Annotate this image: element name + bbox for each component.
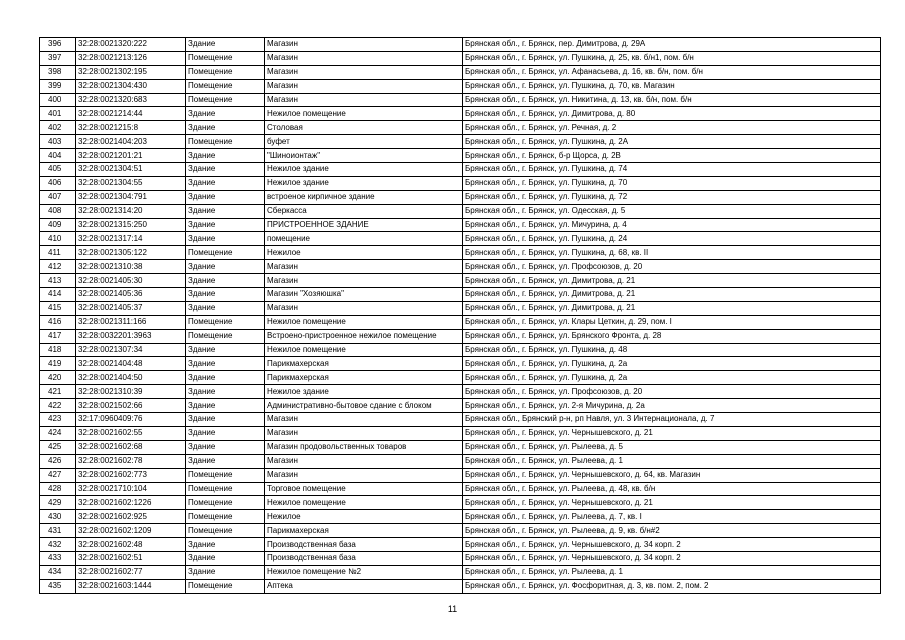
address-cell: Брянская обл., г. Брянск, ул. Фосфоритная, д. 3, кв. пом. 2, пом. 2	[463, 579, 881, 593]
row-number-cell: 419	[40, 357, 76, 371]
cadastral-number-cell: 32:28:0021317:14	[76, 232, 186, 246]
object-name-cell: Магазин	[265, 426, 463, 440]
row-number-cell: 407	[40, 190, 76, 204]
object-name-cell: помещение	[265, 232, 463, 246]
cadastral-number-cell: 32:28:0021310:39	[76, 385, 186, 399]
cadastral-number-cell: 32:28:0021305:122	[76, 246, 186, 260]
address-cell: Брянская обл., г. Брянск, ул. Рылеева, д. 9, кв. б/н#2	[463, 524, 881, 538]
cadastral-number-cell: 32:28:0021404:48	[76, 357, 186, 371]
address-cell: Брянская обл., г. Брянск, ул. Пушкина, д. 2А	[463, 135, 881, 149]
object-type-cell: Помещение	[186, 135, 265, 149]
object-name-cell: "Шиноионтаж"	[265, 149, 463, 163]
object-name-cell: Нежилое здание	[265, 385, 463, 399]
address-cell: Брянская обл., г. Брянск, ул. Пушкина, д. 72	[463, 190, 881, 204]
object-type-cell: Здание	[186, 413, 265, 427]
object-name-cell: Производственная база	[265, 538, 463, 552]
object-type-cell: Помещение	[186, 510, 265, 524]
object-name-cell: Встроено-пристроенное нежилое помещение	[265, 329, 463, 343]
address-cell: Брянская обл., г. Брянск, ул. Пушкина, д. 70	[463, 176, 881, 190]
page-number: 11	[447, 604, 458, 614]
row-number-cell: 404	[40, 149, 76, 163]
cadastral-number-cell: 32:28:0021304:51	[76, 163, 186, 177]
object-type-cell: Здание	[186, 385, 265, 399]
table-row	[40, 274, 881, 288]
object-type-cell: Здание	[186, 176, 265, 190]
table-row	[40, 121, 881, 135]
address-cell: Брянская обл., г. Брянск, ул. Пушкина, д. 25, кв. б/н1, пом. б/н	[463, 51, 881, 65]
cadastral-number-cell: 32:28:0021602:68	[76, 440, 186, 454]
object-name-cell: буфет	[265, 135, 463, 149]
table-row	[40, 149, 881, 163]
object-type-cell: Здание	[186, 343, 265, 357]
address-cell: Брянская обл., г. Брянск, ул. 2-я Мичурина, д. 2а	[463, 399, 881, 413]
object-name-cell: Нежилое помещение	[265, 343, 463, 357]
object-type-cell: Здание	[186, 190, 265, 204]
object-type-cell: Помещение	[186, 524, 265, 538]
row-number-cell: 397	[40, 51, 76, 65]
object-name-cell: Магазин	[265, 454, 463, 468]
object-type-cell: Здание	[186, 149, 265, 163]
cadastral-number-cell: 32:28:0021404:203	[76, 135, 186, 149]
object-name-cell: Магазин	[265, 79, 463, 93]
cadastral-number-cell: 32:28:0021304:791	[76, 190, 186, 204]
address-cell: Брянская обл., г. Брянск, ул. Одесская, д. 5	[463, 204, 881, 218]
cadastral-number-cell: 32:28:0021304:55	[76, 176, 186, 190]
object-type-cell: Здание	[186, 551, 265, 565]
object-name-cell: Магазин	[265, 51, 463, 65]
address-cell: Брянская обл., г. Брянск, ул. Клары Цеткин, д. 29, пом. I	[463, 315, 881, 329]
row-number-cell: 413	[40, 274, 76, 288]
object-type-cell: Здание	[186, 426, 265, 440]
object-type-cell: Помещение	[186, 79, 265, 93]
address-cell: Брянская обл., г. Брянск, ул. Рылеева, д. 48, кв. б/н	[463, 482, 881, 496]
table-row	[40, 246, 881, 260]
address-cell: Брянская обл., г. Брянск, ул. Пушкина, д. 70, кв. Магазин	[463, 79, 881, 93]
row-number-cell: 424	[40, 426, 76, 440]
table-row	[40, 551, 881, 565]
row-number-cell: 423	[40, 413, 76, 427]
address-cell: Брянская обл., г. Брянск, ул. Димитрова, д. 21	[463, 301, 881, 315]
object-name-cell: Магазин	[265, 93, 463, 107]
cadastral-number-cell: 32:28:0021502:66	[76, 399, 186, 413]
row-number-cell: 427	[40, 468, 76, 482]
cadastral-number-cell: 32:28:0032201:3963	[76, 329, 186, 343]
row-number-cell: 405	[40, 163, 76, 177]
object-type-cell: Помещение	[186, 93, 265, 107]
object-name-cell: Нежилое здание	[265, 163, 463, 177]
object-name-cell: Магазин	[265, 413, 463, 427]
address-cell: Брянская обл., г. Брянск, ул. Афанасьева, д. 16, кв. б/н, пом. б/н	[463, 65, 881, 79]
object-name-cell: Столовая	[265, 121, 463, 135]
row-number-cell: 422	[40, 399, 76, 413]
object-type-cell: Здание	[186, 454, 265, 468]
property-register-table	[39, 37, 881, 594]
table-row	[40, 190, 881, 204]
cadastral-number-cell: 32:28:0021307:34	[76, 343, 186, 357]
object-type-cell: Помещение	[186, 65, 265, 79]
object-type-cell: Помещение	[186, 246, 265, 260]
address-cell: Брянская обл., г. Брянск, ул. Рылеева, д. 5	[463, 440, 881, 454]
object-name-cell: Сберкасса	[265, 204, 463, 218]
table-row	[40, 565, 881, 579]
address-cell: Брянская обл., г. Брянск, ул. Чернышевского, д. 21	[463, 496, 881, 510]
address-cell: Брянская обл., г. Брянск, ул. Чернышевского, д. 34 корп. 2	[463, 551, 881, 565]
address-cell: Брянская обл., г. Брянск, ул. Пушкина, д. 68, кв. II	[463, 246, 881, 260]
object-name-cell: Нежилое помещение №2	[265, 565, 463, 579]
object-name-cell: встроеное кирпичное здание	[265, 190, 463, 204]
cadastral-number-cell: 32:28:0021602:51	[76, 551, 186, 565]
cadastral-number-cell: 32:28:0021213:126	[76, 51, 186, 65]
table-row	[40, 38, 881, 52]
address-cell: Брянская обл., г. Брянск, ул. Рылеева, д. 7, кв. I	[463, 510, 881, 524]
object-name-cell: Магазин продовольственных товаров	[265, 440, 463, 454]
object-type-cell: Здание	[186, 121, 265, 135]
address-cell: Брянская обл., г. Брянск, ул. Мичурина, д. 4	[463, 218, 881, 232]
address-cell: Брянская обл., г. Брянск, ул. Пушкина, д. 2а	[463, 371, 881, 385]
cadastral-number-cell: 32:28:0021602:77	[76, 565, 186, 579]
object-type-cell: Здание	[186, 232, 265, 246]
cadastral-number-cell: 32:28:0021310:38	[76, 260, 186, 274]
object-type-cell: Помещение	[186, 468, 265, 482]
object-type-cell: Помещение	[186, 579, 265, 593]
object-name-cell: Нежилое	[265, 246, 463, 260]
table-row	[40, 357, 881, 371]
object-type-cell: Здание	[186, 218, 265, 232]
row-number-cell: 411	[40, 246, 76, 260]
table-row	[40, 385, 881, 399]
object-name-cell: Нежилое здание	[265, 176, 463, 190]
address-cell: Брянская обл., г. Брянск, ул. Димитрова, д. 21	[463, 288, 881, 302]
row-number-cell: 415	[40, 301, 76, 315]
object-type-cell: Помещение	[186, 51, 265, 65]
row-number-cell: 396	[40, 38, 76, 52]
cadastral-number-cell: 32:28:0021201:21	[76, 149, 186, 163]
row-number-cell: 434	[40, 565, 76, 579]
cadastral-number-cell: 32:28:0021405:30	[76, 274, 186, 288]
address-cell: Брянская обл., г. Брянск, ул. Пушкина, д. 24	[463, 232, 881, 246]
address-cell: Брянская обл., г. Брянск, б-р Щорса, д. 2В	[463, 149, 881, 163]
table-row	[40, 301, 881, 315]
cadastral-number-cell: 32:28:0021405:36	[76, 288, 186, 302]
cadastral-number-cell: 32:28:0021603:1444	[76, 579, 186, 593]
table-row	[40, 413, 881, 427]
row-number-cell: 435	[40, 579, 76, 593]
address-cell: Брянская обл., г. Брянск, ул. Чернышевского, д. 34 корп. 2	[463, 538, 881, 552]
object-name-cell: Магазин	[265, 65, 463, 79]
address-cell: Брянская обл., г. Брянск, ул. Профсоюзов, д. 20	[463, 260, 881, 274]
row-number-cell: 400	[40, 93, 76, 107]
object-name-cell: Магазин	[265, 274, 463, 288]
row-number-cell: 409	[40, 218, 76, 232]
cadastral-number-cell: 32:28:0021214:44	[76, 107, 186, 121]
object-name-cell: Магазин	[265, 468, 463, 482]
cadastral-number-cell: 32:28:0021404:50	[76, 371, 186, 385]
table-row	[40, 315, 881, 329]
cadastral-number-cell: 32:28:0021304:430	[76, 79, 186, 93]
table-row	[40, 51, 881, 65]
cadastral-number-cell: 32:28:0021602:925	[76, 510, 186, 524]
row-number-cell: 401	[40, 107, 76, 121]
row-number-cell: 425	[40, 440, 76, 454]
table-row	[40, 135, 881, 149]
object-name-cell: Парикмахерская	[265, 524, 463, 538]
row-number-cell: 410	[40, 232, 76, 246]
object-name-cell: Магазин "Хозяюшка"	[265, 288, 463, 302]
table-row	[40, 260, 881, 274]
object-type-cell: Здание	[186, 38, 265, 52]
table-row	[40, 371, 881, 385]
row-number-cell: 403	[40, 135, 76, 149]
address-cell: Брянская обл., г. Брянск, ул. Рылеева, д. 1	[463, 454, 881, 468]
row-number-cell: 402	[40, 121, 76, 135]
table-row	[40, 107, 881, 121]
table-row	[40, 538, 881, 552]
row-number-cell: 414	[40, 288, 76, 302]
object-type-cell: Здание	[186, 538, 265, 552]
table-row	[40, 204, 881, 218]
address-cell: Брянская обл., г. Брянск, ул. Никитина, д. 13, кв. б/н, пом. б/н	[463, 93, 881, 107]
row-number-cell: 412	[40, 260, 76, 274]
table-row	[40, 288, 881, 302]
row-number-cell: 421	[40, 385, 76, 399]
object-name-cell: Нежилое	[265, 510, 463, 524]
table-row	[40, 343, 881, 357]
table-row	[40, 176, 881, 190]
table-row	[40, 468, 881, 482]
object-name-cell: Аптека	[265, 579, 463, 593]
table-row	[40, 579, 881, 593]
cadastral-number-cell: 32:28:0021302:195	[76, 65, 186, 79]
row-number-cell: 417	[40, 329, 76, 343]
object-name-cell: Магазин	[265, 38, 463, 52]
table-row	[40, 399, 881, 413]
object-type-cell: Здание	[186, 260, 265, 274]
row-number-cell: 408	[40, 204, 76, 218]
object-name-cell: Нежилое помещение	[265, 496, 463, 510]
cadastral-number-cell: 32:28:0021602:78	[76, 454, 186, 468]
table-row	[40, 496, 881, 510]
table-row	[40, 218, 881, 232]
cadastral-number-cell: 32:28:0021602:773	[76, 468, 186, 482]
object-type-cell: Здание	[186, 357, 265, 371]
row-number-cell: 433	[40, 551, 76, 565]
address-cell: Брянская обл., г. Брянск, ул. Чернышевского, д. 21	[463, 426, 881, 440]
cadastral-number-cell: 32:28:0021215:8	[76, 121, 186, 135]
table-row	[40, 426, 881, 440]
object-name-cell: Магазин	[265, 260, 463, 274]
row-number-cell: 398	[40, 65, 76, 79]
object-type-cell: Помещение	[186, 329, 265, 343]
object-name-cell: Нежилое помещение	[265, 315, 463, 329]
table-row	[40, 163, 881, 177]
cadastral-number-cell: 32:28:0021602:55	[76, 426, 186, 440]
cadastral-number-cell: 32:28:0021315:250	[76, 218, 186, 232]
object-type-cell: Здание	[186, 440, 265, 454]
row-number-cell: 416	[40, 315, 76, 329]
object-type-cell: Здание	[186, 399, 265, 413]
cadastral-number-cell: 32:28:0021602:1209	[76, 524, 186, 538]
object-name-cell: Магазин	[265, 301, 463, 315]
object-name-cell: ПРИСТРОЕННОЕ ЗДАНИЕ	[265, 218, 463, 232]
address-cell: Брянская обл., г. Брянск, ул. Димитрова, д. 21	[463, 274, 881, 288]
address-cell: Брянская обл., г. Брянск, ул. Димитрова, д. 80	[463, 107, 881, 121]
row-number-cell: 420	[40, 371, 76, 385]
object-name-cell: Парикмахерская	[265, 371, 463, 385]
cadastral-number-cell: 32:17:0960409:76	[76, 413, 186, 427]
row-number-cell: 430	[40, 510, 76, 524]
address-cell: Брянская обл., г. Брянск, ул. Рылеева, д. 1	[463, 565, 881, 579]
object-type-cell: Здание	[186, 163, 265, 177]
table-row	[40, 93, 881, 107]
table-row	[40, 65, 881, 79]
cadastral-number-cell: 32:28:0021405:37	[76, 301, 186, 315]
cadastral-number-cell: 32:28:0021320:683	[76, 93, 186, 107]
table-row	[40, 524, 881, 538]
object-type-cell: Здание	[186, 371, 265, 385]
object-name-cell: Торговое помещение	[265, 482, 463, 496]
object-name-cell: Административно-бытовое сдание с блоком	[265, 399, 463, 413]
table-body	[40, 38, 881, 594]
address-cell: Брянская обл., г. Брянск, ул. Чернышевского, д. 64, кв. Магазин	[463, 468, 881, 482]
table-row	[40, 79, 881, 93]
address-cell: Брянская обл., г. Брянск, ул. Пушкина, д. 48	[463, 343, 881, 357]
object-type-cell: Здание	[186, 107, 265, 121]
table-row	[40, 510, 881, 524]
cadastral-number-cell: 32:28:0021602:48	[76, 538, 186, 552]
row-number-cell: 428	[40, 482, 76, 496]
row-number-cell: 429	[40, 496, 76, 510]
address-cell: Брянская обл., г. Брянск, ул. Речная, д. 2	[463, 121, 881, 135]
object-type-cell: Здание	[186, 288, 265, 302]
address-cell: Брянская обл., г. Брянск, ул. Профсоюзов, д. 20	[463, 385, 881, 399]
address-cell: Брянская обл., г. Брянск, ул. Пушкина, д. 2а	[463, 357, 881, 371]
object-type-cell: Помещение	[186, 482, 265, 496]
object-name-cell: Парикмахерская	[265, 357, 463, 371]
table-row	[40, 482, 881, 496]
address-cell: Брянская обл., Брянский р-н, рп Навля, ул. 3 Интернационала, д. 7	[463, 413, 881, 427]
cadastral-number-cell: 32:28:0021320:222	[76, 38, 186, 52]
row-number-cell: 432	[40, 538, 76, 552]
address-cell: Брянская обл., г. Брянск, ул. Брянского Фронта, д. 28	[463, 329, 881, 343]
object-type-cell: Здание	[186, 565, 265, 579]
object-type-cell: Здание	[186, 204, 265, 218]
object-type-cell: Здание	[186, 274, 265, 288]
address-cell: Брянская обл., г. Брянск, ул. Пушкина, д. 74	[463, 163, 881, 177]
address-cell: Брянская обл., г. Брянск, пер. Димитрова, д. 29А	[463, 38, 881, 52]
row-number-cell: 418	[40, 343, 76, 357]
cadastral-number-cell: 32:28:0021710:104	[76, 482, 186, 496]
object-type-cell: Здание	[186, 301, 265, 315]
object-type-cell: Помещение	[186, 315, 265, 329]
cadastral-number-cell: 32:28:0021602:1226	[76, 496, 186, 510]
row-number-cell: 426	[40, 454, 76, 468]
object-name-cell: Производственная база	[265, 551, 463, 565]
cadastral-number-cell: 32:28:0021314:20	[76, 204, 186, 218]
row-number-cell: 431	[40, 524, 76, 538]
cadastral-number-cell: 32:28:0021311:166	[76, 315, 186, 329]
row-number-cell: 399	[40, 79, 76, 93]
table-row	[40, 440, 881, 454]
table-row	[40, 454, 881, 468]
table-row	[40, 232, 881, 246]
object-name-cell: Нежилое помещение	[265, 107, 463, 121]
row-number-cell: 406	[40, 176, 76, 190]
object-type-cell: Помещение	[186, 496, 265, 510]
table-row	[40, 329, 881, 343]
